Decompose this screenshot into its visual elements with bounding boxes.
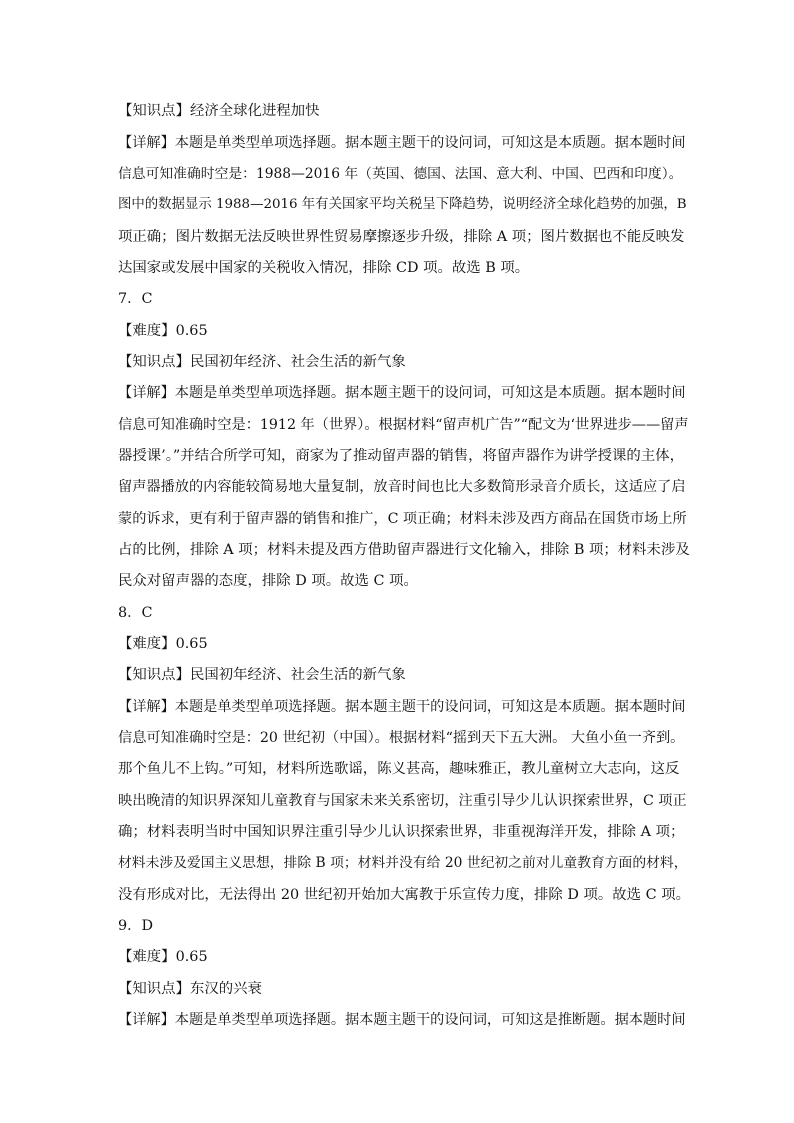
difficulty-line: 【难度】0.65 <box>118 323 208 339</box>
answer-line: 8．C <box>118 605 153 621</box>
difficulty-line: 【难度】0.65 <box>118 949 208 965</box>
explanation-line: 器授课’。”并结合所学可知，商家为了推动留声器的销售，将留声器作为讲学授课的主体， <box>118 448 684 464</box>
explanation-line: 达国家或发展中国家的关税收入情况，排除 CD 项。故选 B 项。 <box>118 260 530 276</box>
explanation-line: 映出晚清的知识界深知儿童教育与国家未来关系密切，注重引导少儿认识探索世界，C 项正 <box>118 793 687 809</box>
explanation-line: 民众对留声器的态度，排除 D 项。故选 C 项。 <box>118 573 418 589</box>
explanation-line: 【详解】本题是单类型单项选择题。据本题主题干的设问词，可知这是本质题。据本题时间 <box>118 135 686 151</box>
answer-line: 7．C <box>118 291 153 307</box>
explanation-line: 那个鱼儿不上钩。”可知，材料所选歌谣，陈义甚高，趣味雅正，教儿童树立大志向，这反 <box>118 761 680 777</box>
explanation-line: 【详解】本题是单类型单项选择题。据本题主题干的设问词，可知这是推断题。据本题时间 <box>118 1012 686 1028</box>
explanation-line: 图中的数据显示 1988—2016 年有关国家平均关税呈下降趋势，说明经济全球化趋势的加强，B <box>118 197 687 212</box>
difficulty-line: 【难度】0.65 <box>118 636 208 652</box>
explanation-line: 【详解】本题是单类型单项选择题。据本题主题干的设问词，可知这是本质题。据本题时间 <box>118 385 686 401</box>
explanation-line: 蒙的诉求，更有利于留声器的销售和推广，C 项正确；材料未涉及西方商品在国货市场上所 <box>118 511 687 527</box>
knowledge-point-line: 【知识点】东汉的兴衰 <box>118 981 262 997</box>
explanation-line: 没有形成对比，无法得出 20 世纪初开始加大寓教于乐宣传力度，排除 D 项。故选 C 项。 <box>118 887 690 903</box>
answer-line: 9．D <box>118 918 154 934</box>
knowledge-point-line: 【知识点】民国初年经济、社会生活的新气象 <box>118 667 406 683</box>
explanation-line: 信息可知准确时空是：1988—2016 年（英国、德国、法国、意大利、中国、巴西和印度）。 <box>118 166 683 182</box>
explanation-line: 项正确；图片数据无法反映世界性贸易摩擦逐步升级，排除 A 项；图片数据也不能反映发 <box>118 229 685 245</box>
explanation-line: 材料未涉及爱国主义思想，排除 B 项；材料并没有给 20 世纪初之前对儿童教育方面的材料， <box>118 855 688 871</box>
explanation-line: 信息可知准确时空是：1912 年（世界）。根据材料“留声机广告”“配文为‘世界进步——留声 <box>118 417 689 433</box>
knowledge-point-line: 【知识点】经济全球化进程加快 <box>118 103 320 119</box>
explanation-line: 留声器播放的内容能较简易地大量复制，放音时间也比大多数简形录音介质长，这适应了启 <box>118 479 686 495</box>
explanation-line: 信息可知准确时空是：20 世纪初（中国）。根据材料“摇到天下五大洲。 大鱼小鱼一齐到。 <box>118 730 685 746</box>
explanation-line: 确；材料表明当时中国知识界注重引导少儿认识探索世界，非重视海洋开发，排除 A 项； <box>118 824 685 840</box>
knowledge-point-line: 【知识点】民国初年经济、社会生活的新气象 <box>118 354 406 370</box>
explanation-line: 占的比例，排除 A 项；材料未提及西方借助留声器进行文化输入，排除 B 项；材料未涉及 <box>118 542 690 558</box>
explanation-line: 【详解】本题是单类型单项选择题。据本题主题干的设问词，可知这是本质题。据本题时间 <box>118 699 686 715</box>
